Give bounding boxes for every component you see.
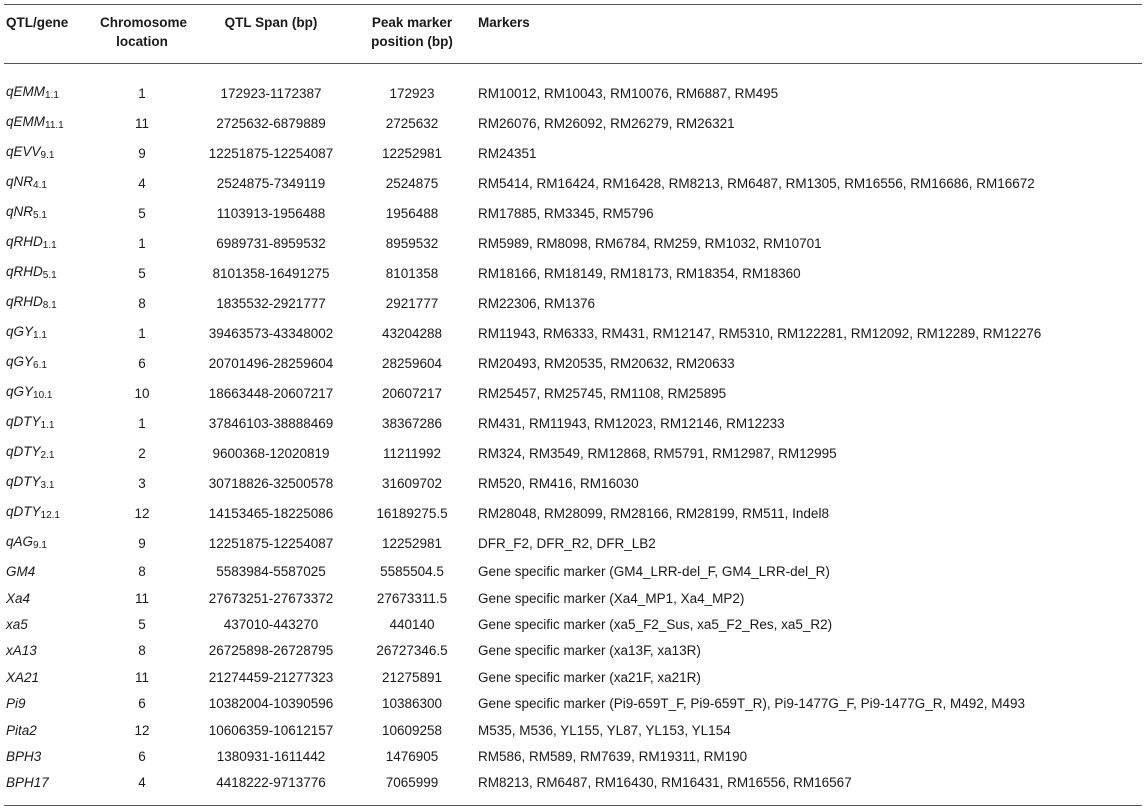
chromosome-cell: 9	[138, 536, 146, 551]
qtl-name: qDTY	[6, 444, 41, 459]
peak-cell: 5585504.5	[380, 564, 444, 580]
peak-cell: 20607217	[381, 386, 443, 401]
qtl-name: XA21	[6, 669, 40, 685]
peak-cell: 10386300	[381, 696, 443, 712]
qtl-subscript: 6.1	[33, 360, 47, 371]
markers-cell: RM520, RM416, RM16030	[478, 476, 639, 491]
peak-cell: 16189275.5	[376, 506, 448, 521]
table-row	[4, 770, 1142, 806]
peak-cell: 1476905	[385, 748, 439, 764]
peak-cell: 1956488	[385, 206, 439, 221]
markers-cell: RM431, RM11943, RM12023, RM12146, RM12233	[478, 416, 785, 431]
header-row	[4, 5, 1142, 64]
qtl-name: qEMM	[6, 84, 46, 99]
qtl-cell	[4, 109, 94, 139]
qtl-cell	[4, 469, 94, 499]
table-row	[4, 638, 1142, 664]
table-row	[4, 229, 1142, 259]
peak-cell: 27673311.5	[376, 590, 448, 606]
peak-cell: 8959532	[385, 236, 439, 251]
qtl-cell	[4, 499, 94, 529]
markers-cell: RM17885, RM3345, RM5796	[478, 206, 654, 221]
peak-cell: 172923	[389, 86, 435, 101]
table-row	[4, 529, 1142, 559]
qtl-cell	[4, 717, 94, 743]
span-cell: 2524875-7349119	[216, 176, 326, 191]
qtl-subscript: 12.1	[40, 510, 60, 521]
span-cell: 1103913-1956488	[216, 206, 326, 221]
table-row	[4, 64, 1142, 110]
qtl-name: qGY	[6, 324, 34, 339]
qtl-subscript: 5.1	[42, 270, 57, 281]
span-cell: 9600368-12020819	[212, 446, 330, 461]
chromosome-cell: 5	[138, 206, 146, 221]
qtl-name: qNR	[6, 174, 34, 189]
markers-cell: RM28048, RM28099, RM28166, RM28199, RM511, Indel8	[478, 506, 829, 521]
peak-cell: 28259604	[381, 356, 443, 371]
qtl-cell	[4, 559, 94, 585]
qtl-name: GM4	[6, 564, 36, 580]
markers-cell: RM22306, RM1376	[478, 296, 596, 311]
markers-cell: RM10012, RM10043, RM10076, RM6887, RM495	[478, 86, 779, 101]
qtl-cell	[4, 770, 94, 806]
chromosome-cell: 6	[138, 696, 146, 712]
span-cell: 5583984-5587025	[216, 564, 326, 580]
chromosome-cell: 4	[138, 176, 146, 191]
peak-cell: 11211992	[382, 446, 442, 461]
qtl-subscript: 2.1	[40, 450, 55, 461]
qtl-name: qAG	[6, 534, 34, 549]
qtl-name: qEVV	[6, 144, 41, 159]
peak-cell: 31609702	[381, 476, 443, 491]
qtl-name: Xa4	[6, 590, 31, 606]
peak-cell: 38367286	[381, 416, 443, 431]
chromosome-cell: 1	[138, 86, 146, 101]
chromosome-cell: 8	[138, 564, 146, 580]
chromosome-cell: 10	[134, 386, 150, 401]
qtl-subscript: 11.1	[45, 120, 64, 131]
span-cell: 172923-1172387	[220, 86, 322, 101]
qtl-subscript: 1.1	[42, 240, 57, 251]
chromosome-cell: 9	[138, 146, 146, 161]
qtl-name: qEMM	[6, 114, 46, 129]
peak-cell: 2725632	[385, 116, 439, 131]
header-chromosome: Chromosome location	[100, 15, 188, 49]
chromosome-cell: 8	[138, 643, 146, 659]
qtl-name: qGY	[6, 354, 34, 369]
qtl-subscript: 3.1	[40, 480, 55, 491]
qtl-subscript: 1.1	[45, 90, 59, 101]
chromosome-cell: 6	[138, 748, 146, 764]
span-cell: 1835532-2921777	[216, 296, 326, 311]
peak-cell: 12252981	[381, 146, 443, 161]
span-cell: 4418222-9713776	[216, 775, 326, 791]
peak-cell: 26727346.5	[376, 643, 448, 659]
qtl-name: qDTY	[6, 504, 41, 519]
span-cell: 10382004-10390596	[208, 696, 334, 712]
table-row	[4, 379, 1142, 409]
peak-cell: 21275891	[381, 669, 443, 685]
header-markers: Markers	[478, 15, 530, 30]
table-row	[4, 691, 1142, 717]
markers-cell: RM586, RM589, RM7639, RM19311, RM190	[478, 748, 748, 764]
span-cell: 12251875-12254087	[208, 146, 334, 161]
peak-cell: 43204288	[381, 326, 443, 341]
qtl-subscript: 5.1	[33, 210, 47, 221]
markers-cell: Gene specific marker (xa21F, xa21R)	[478, 669, 701, 685]
table-row	[4, 499, 1142, 529]
qtl-subscript: 10.1	[33, 390, 53, 401]
qtl-cell	[4, 691, 94, 717]
qtl-name: qDTY	[6, 414, 41, 429]
markers-cell: Gene specific marker (Xa4_MP1, Xa4_MP2)	[478, 590, 745, 606]
chromosome-cell: 4	[138, 775, 146, 791]
qtl-cell	[4, 409, 94, 439]
qtl-subscript: 8.1	[42, 300, 57, 311]
span-cell: 27673251-27673372	[208, 590, 334, 606]
table-row	[4, 259, 1142, 289]
qtl-cell	[4, 638, 94, 664]
qtl-name: Pita2	[6, 722, 37, 738]
span-cell: 14153465-18225086	[208, 506, 334, 521]
markers-cell: RM18166, RM18149, RM18173, RM18354, RM18360	[478, 266, 801, 281]
markers-cell: Gene specific marker (Pi9-659T_F, Pi9-659T_R), Pi9-1477G_F, Pi9-1477G_R, M492, M493	[478, 696, 1026, 712]
qtl-name: qRHD	[6, 264, 43, 279]
table-row	[4, 469, 1142, 499]
table-body	[4, 64, 1142, 806]
header-span: QTL Span (bp)	[224, 15, 318, 30]
qtl-cell	[4, 349, 94, 379]
header-peak: Peak marker position (bp)	[371, 15, 453, 49]
table-row	[4, 199, 1142, 229]
qtl-cell	[4, 139, 94, 169]
chromosome-cell: 8	[138, 296, 146, 311]
span-cell: 8101358-16491275	[212, 266, 330, 281]
markers-cell: RM8213, RM6487, RM16430, RM16431, RM16556, RM16567	[478, 775, 852, 791]
span-cell: 2725632-6879889	[216, 116, 326, 131]
span-cell: 12251875-12254087	[208, 536, 334, 551]
chromosome-cell: 12	[134, 722, 150, 738]
chromosome-cell: 5	[138, 266, 146, 281]
span-cell: 37846103-38888469	[208, 416, 334, 431]
peak-cell: 8101358	[385, 266, 439, 281]
qtl-cell	[4, 229, 94, 259]
qtl-name: BPH3	[6, 748, 42, 764]
span-cell: 1380931-1611442	[216, 748, 326, 764]
qtl-cell	[4, 665, 94, 691]
qtl-name: qGY	[6, 384, 34, 399]
table-row	[4, 409, 1142, 439]
markers-cell: RM24351	[478, 146, 537, 161]
markers-cell: RM324, RM3549, RM12868, RM5791, RM12987, RM12995	[478, 446, 837, 461]
table-row	[4, 717, 1142, 743]
qtl-cell	[4, 64, 94, 110]
peak-cell: 10609258	[381, 722, 443, 738]
qtl-subscript: 1.1	[33, 330, 47, 341]
table-row	[4, 612, 1142, 638]
qtl-name: qDTY	[6, 474, 41, 489]
qtl-table	[4, 4, 1142, 806]
chromosome-cell: 2	[138, 446, 146, 461]
table-row	[4, 665, 1142, 691]
qtl-name: BPH17	[6, 775, 49, 791]
chromosome-cell: 3	[138, 476, 146, 491]
markers-cell: DFR_F2, DFR_R2, DFR_LB2	[478, 536, 656, 551]
qtl-cell	[4, 744, 94, 770]
peak-cell: 440140	[389, 616, 435, 632]
qtl-name: qRHD	[6, 294, 43, 309]
qtl-subscript: 9.1	[33, 540, 47, 551]
qtl-name: qNR	[6, 204, 34, 219]
qtl-subscript: 4.1	[33, 180, 47, 191]
peak-cell: 7065999	[385, 775, 439, 791]
qtl-cell	[4, 319, 94, 349]
span-cell: 26725898-26728795	[208, 643, 334, 659]
qtl-cell	[4, 585, 94, 611]
qtl-cell	[4, 379, 94, 409]
span-cell: 21274459-21277323	[208, 669, 334, 685]
markers-cell: RM5414, RM16424, RM16428, RM8213, RM6487, RM1305, RM16556, RM16686, RM16672	[478, 176, 1035, 191]
chromosome-cell: 1	[138, 236, 146, 251]
qtl-cell	[4, 612, 94, 638]
chromosome-cell: 5	[138, 616, 146, 632]
markers-cell: Gene specific marker (xa13F, xa13R)	[478, 643, 701, 659]
span-cell: 18663448-20607217	[208, 386, 334, 401]
qtl-cell	[4, 439, 94, 469]
qtl-name: Pi9	[6, 696, 26, 712]
span-cell: 30718826-32500578	[208, 476, 334, 491]
peak-cell: 12252981	[381, 536, 443, 551]
span-cell: 6989731-8959532	[216, 236, 326, 251]
table-row	[4, 559, 1142, 585]
span-cell: 437010-443270	[223, 616, 319, 632]
chromosome-cell: 1	[138, 326, 146, 341]
markers-cell: M535, M536, YL155, YL87, YL153, YL154	[478, 722, 731, 738]
peak-cell: 2921777	[385, 296, 439, 311]
chromosome-cell: 11	[134, 590, 149, 606]
span-cell: 20701496-28259604	[208, 356, 334, 371]
markers-cell: Gene specific marker (GM4_LRR-del_F, GM4_LRR-del_R)	[478, 564, 830, 580]
qtl-subscript: 9.1	[40, 150, 55, 161]
table-row	[4, 139, 1142, 169]
qtl-cell	[4, 169, 94, 199]
table-row	[4, 319, 1142, 349]
chromosome-cell: 6	[138, 356, 146, 371]
markers-cell: RM20493, RM20535, RM20632, RM20633	[478, 356, 735, 371]
table-row	[4, 744, 1142, 770]
span-cell: 10606359-10612157	[208, 722, 334, 738]
qtl-name: xA13	[6, 643, 37, 659]
table-row	[4, 439, 1142, 469]
table-row	[4, 349, 1142, 379]
markers-cell: Gene specific marker (xa5_F2_Sus, xa5_F2_Res, xa5_R2)	[478, 616, 833, 632]
table-row	[4, 289, 1142, 319]
table-row	[4, 109, 1142, 139]
table-row	[4, 169, 1142, 199]
chromosome-cell: 11	[134, 669, 149, 685]
markers-cell: RM11943, RM6333, RM431, RM12147, RM5310, RM122281, RM12092, RM12289, RM12276	[478, 326, 1042, 341]
markers-cell: RM5989, RM8098, RM6784, RM259, RM1032, RM10701	[478, 236, 822, 251]
chromosome-cell: 11	[134, 116, 149, 131]
qtl-subscript: 1.1	[40, 420, 55, 431]
markers-cell: RM26076, RM26092, RM26279, RM26321	[478, 116, 735, 131]
qtl-name: xa5	[6, 616, 28, 632]
chromosome-cell: 1	[138, 416, 146, 431]
peak-cell: 2524875	[385, 176, 439, 191]
qtl-cell	[4, 529, 94, 559]
qtl-name: qRHD	[6, 234, 43, 249]
qtl-cell	[4, 289, 94, 319]
markers-cell: RM25457, RM25745, RM1108, RM25895	[478, 386, 727, 401]
chromosome-cell: 12	[134, 506, 150, 521]
qtl-cell	[4, 199, 94, 229]
header-qtl: QTL/gene	[6, 15, 69, 30]
qtl-cell	[4, 259, 94, 289]
span-cell: 39463573-43348002	[208, 326, 334, 341]
table-row	[4, 585, 1142, 611]
